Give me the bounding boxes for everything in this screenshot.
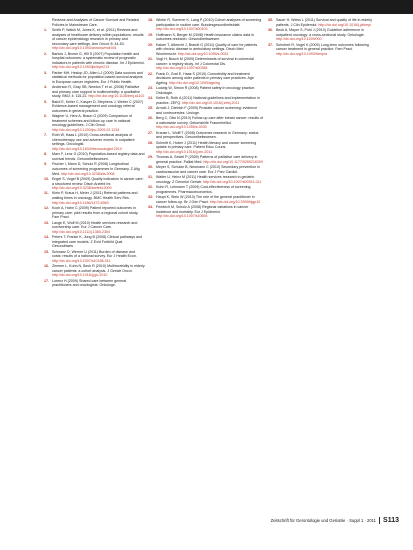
reference-text: Ludwig W, Simon R (2008) Patient safety in oncology practice. Onkologie. xyxy=(156,86,256,95)
reference-number: 29. xyxy=(148,155,153,160)
reference-entry xyxy=(148,43,264,57)
reference-text: Haupt K, Stein W (2010) The role of the general practitioner in cancer follow-up. Br J Gen Pract. xyxy=(156,195,255,204)
reference-text: Kaiser T, Albrecht J, Brandt G (2011) Quality of care for patients with chronic disease in ambulatory settings. Dtsch Med Wochenschr. xyxy=(156,42,258,56)
reference-text: Sauer H, Weiss L (2011) Survival and quality of life in elderly patients. J Clin Epidemiol. xyxy=(276,18,373,27)
reference-number: 31. xyxy=(148,175,153,180)
reference-text: Friedrich M, Scholz A (2008) Regional variations in cancer incidence and mortality. Eur J Epidemiol. xyxy=(156,205,249,214)
reference-text-block xyxy=(156,43,264,57)
reference-text: Keller B, Roth A (2011) National guidelines and implementation in practice. ZEFQ. xyxy=(156,96,260,105)
reference-number: 10. xyxy=(44,176,49,181)
reference-text-block xyxy=(156,106,264,115)
reference-entry xyxy=(148,175,264,184)
reference-entry xyxy=(44,221,145,235)
doi-link[interactable]: http://dx.doi.org/10.1007/s00384 xyxy=(156,66,208,71)
reference-number: 35. xyxy=(268,18,273,22)
reference-text: Beck A, Mayer S, Pohl J (2010) Guideline adherence in outpatient oncology: a cross-sectional study. Onkologie. xyxy=(276,27,365,37)
reference-text: Schwarz O, Werner U (2011) Burden of disease and costs: results of a national survey. Eur J Health Econ. xyxy=(52,249,137,259)
reference-number: 21. xyxy=(148,57,153,62)
reference-number: 28. xyxy=(148,140,153,145)
reference-text-block xyxy=(52,52,145,70)
reference-entry xyxy=(148,96,264,105)
reference-entry xyxy=(44,206,145,220)
reference-text-block xyxy=(276,43,378,57)
reference-text-block xyxy=(52,235,145,249)
doi-link[interactable]: http://dx.doi.org/10.3399/bjgp10 xyxy=(209,199,261,204)
reference-text-block xyxy=(156,131,264,140)
doi-link[interactable]: http://dx.doi.org/10.1093/annonc/mdr001 xyxy=(52,46,117,51)
reference-entry xyxy=(148,116,264,130)
doi-link[interactable]: http://dx.doi.org/10.1634/theoncologist.2010 xyxy=(52,147,122,151)
reference-number: 34. xyxy=(148,205,153,210)
reference-entry xyxy=(148,106,264,115)
reference-number: 26. xyxy=(148,116,153,121)
reference-number: 33. xyxy=(148,195,153,200)
reference-text-block xyxy=(156,96,264,105)
reference-text: Thomas A, Seidel P (2009) Patterns of palliative care delivery in general practice. Palliat Med. xyxy=(156,155,258,164)
doi-link[interactable]: http://dx.doi.org/10.1016/j.pec.2011 xyxy=(156,149,213,154)
reference-text-block xyxy=(276,18,378,27)
reference-number: 16. xyxy=(44,264,49,269)
reference-text-block xyxy=(156,165,264,174)
reference-entry xyxy=(148,185,264,194)
reference-entry xyxy=(148,155,264,164)
reference-number: 4. xyxy=(44,85,47,90)
reference-text-block xyxy=(52,152,145,161)
reference-entry xyxy=(268,28,378,42)
reference-text-block xyxy=(52,191,145,205)
reference-column-1 xyxy=(44,18,145,289)
reference-text-block xyxy=(52,71,145,85)
reference-number: 37. xyxy=(268,42,273,47)
reference-text-block xyxy=(52,114,145,132)
doi-link[interactable]: http://dx.doi.org/10.3238/zfa.2008 xyxy=(61,171,115,176)
reference-entry xyxy=(44,250,145,264)
doi-link[interactable]: http://dx.doi.org/10.1016/j.zefq.2011 xyxy=(182,100,240,105)
reference-entry xyxy=(44,191,145,205)
doi-link[interactable]: http://dx.doi.org/10.1016/j.jclinepi xyxy=(318,22,371,27)
reference-text-block xyxy=(52,85,145,99)
reference-entry xyxy=(148,18,264,32)
reference-text: Roth W, Haas L (2010) Cross-sectional analysis of chemotherapy use and adverse events in outpatient settings. Oncologist. xyxy=(52,133,135,147)
reference-text: Anderson R, Gray SB, Newton T et al. (2008) Palliative and primary care support in multimorbidity: a qualitative study. BMJ; 4: 115-22. xyxy=(52,85,141,99)
reference-entry xyxy=(44,279,145,288)
doi-link[interactable]: http://dx.doi.org/10.1093/ije/dym213 xyxy=(52,65,110,70)
reference-text-block xyxy=(52,279,145,288)
reference-number: 18. xyxy=(148,18,153,22)
reference-number: 24. xyxy=(148,96,153,101)
reference-entry xyxy=(148,205,264,219)
reference-text: Schmitt K, Huber J (2011) Health literacy and cancer screening uptake in primary care. Patient Educ Couns. xyxy=(156,140,257,150)
doi-link[interactable]: http://dx.doi.org/10.1007/s10198-011 xyxy=(52,258,111,263)
reference-text-block xyxy=(52,221,145,235)
reference-entry xyxy=(44,18,145,27)
reference-entry xyxy=(148,72,264,86)
reference-entry xyxy=(268,18,378,27)
reference-text: Hoffmann S, Berger M (2008) Health insurance claims data in outcomes research. Gesundheitswesen. xyxy=(156,32,255,42)
reference-number: 2. xyxy=(44,51,47,56)
reference-entry xyxy=(44,114,145,132)
doi-link[interactable]: http://dx.doi.org/10.1007/s00391-011 xyxy=(202,179,262,184)
reference-text: Frank D, Graf E, Haas S (2010) Comorbidity and treatment decisions among older patients in primary care practices. Age Ageing. xyxy=(156,71,254,85)
reference-number: 11. xyxy=(44,191,49,196)
reference-text: Schubert R, Vogel K (2009) Long-term outcomes following cancer treatment in general practice. Fam Pract. xyxy=(276,42,369,52)
reference-number: 3. xyxy=(44,70,47,75)
reference-entry xyxy=(148,33,264,42)
reference-entry xyxy=(148,86,264,95)
reference-number: 15. xyxy=(44,249,49,254)
reference-text-block xyxy=(156,195,264,204)
reference-number: 20. xyxy=(148,42,153,47)
reference-text-block xyxy=(52,100,145,114)
reference-entry xyxy=(44,71,145,85)
reference-text-block xyxy=(52,177,145,191)
reference-entry xyxy=(44,133,145,151)
reference-text: Smith P, Walsh M, Jones K, et al. (2011) Reviews and analyses of healthcare delivery within populations: results of cancer epidemiology research in primary and secondary care settings. Ann Oncol; 8: 44-53. xyxy=(52,27,144,46)
reference-number: 30. xyxy=(148,165,153,170)
doi-link[interactable]: http://dx.doi.org/10.3238/arztebl.2009 xyxy=(52,186,112,191)
reference-text-block xyxy=(156,86,264,95)
reference-text: Vogt H, Busch M (2009) Determinants of survival in colorectal cancer: a registry study. Int J Colorectal Dis. xyxy=(156,57,254,66)
reference-text: Arnold J, Dietrich F (2009) Prostate cancer screening: evidence and controversies. Urologe. xyxy=(156,106,258,115)
reference-text-block xyxy=(156,175,264,184)
reference-text-block xyxy=(156,116,264,130)
reference-number: 8. xyxy=(44,152,47,157)
doi-link[interactable]: http://dx.doi.org/10.1007/s00103 xyxy=(156,27,208,32)
doi-link[interactable]: http://dx.doi.org/10.1177/0269216309 xyxy=(203,159,263,164)
reference-text-block xyxy=(156,205,264,219)
doi-link[interactable]: http://dx.doi.org/10.1093/ageing xyxy=(169,80,220,85)
reference-number: 32. xyxy=(148,185,153,190)
doi-link[interactable]: http://dx.doi.org/10.1136/bmj.a1102 xyxy=(88,94,145,99)
reference-text: Berg C, Otto N (2010) Follow-up care after breast cancer: results of a nationwide survey. Geburtshilfe Frauenheilkd. xyxy=(156,116,264,125)
reference-entry xyxy=(148,141,264,155)
reference-text-block xyxy=(52,264,145,278)
reference-entry xyxy=(268,43,378,57)
reference-number: 9. xyxy=(44,162,47,167)
reference-entry xyxy=(44,177,145,191)
reference-entry xyxy=(148,195,264,204)
reference-number: 1. xyxy=(44,27,47,32)
reference-entry xyxy=(148,131,264,140)
reference-text: Klein P, Kraus H, Meier J (2011) Referral patterns and waiting times in oncology. BMC Health Serv Res. xyxy=(52,191,138,201)
reference-entry xyxy=(44,28,145,51)
reference-number: 7. xyxy=(44,133,47,138)
reference-text: Kuhn R, Lehmann T (2009) Cost-effectiveness of screening programmes. Pharmacoeconomics. xyxy=(156,185,251,194)
reference-entry xyxy=(148,165,264,174)
reference-number: 22. xyxy=(148,71,153,76)
doi-link[interactable]: http://dx.doi.org/10.1007/s10654 xyxy=(156,214,208,219)
reference-text-block xyxy=(156,18,264,32)
reference-text: Fischer I, Mann D, Schulz R (2008) Longitudinal outcomes of screening programmes in Germany. Z Allg Med. xyxy=(52,162,140,176)
journal-citation: Zeitschrift für Gerontologie und Geriatrie · Suppl 1 · 2011 xyxy=(270,518,377,523)
reference-number: 13. xyxy=(44,220,49,225)
reference-entry xyxy=(44,100,145,114)
reference-text-block xyxy=(52,28,145,51)
doi-link[interactable]: http://dx.doi.org/10.1055/s-0030 xyxy=(156,125,207,130)
reference-text: Engel S, Vogel B (2009) Quality indicators in cancer care: a structured review. Dtsch Arztebl Int. xyxy=(52,176,144,186)
reference-text-block xyxy=(52,162,145,176)
reference-text: Wagner U, Herz A, Braun G (2009) Comparison of treatment schemes and follow-up care in national oncology guidelines. J Clin Oncol. xyxy=(52,114,132,128)
reference-text: Koch A, Hahn C (2009) Patient reported outcomes in primary care: pilot results from a regional cohort study. Fam Pract. xyxy=(52,206,139,220)
reference-text: Lange E, Wolf M (2010) Health services research and survivorship care. Eur J Cancer Care. xyxy=(52,220,138,230)
reference-number: 23. xyxy=(148,86,153,91)
reference-text: Winter R, Sommer K, Lang P (2010) Cohort analyses of screening participation in routine care. Bundesgesundheitsblatt. xyxy=(156,18,262,27)
reference-text-block xyxy=(156,33,264,42)
reference-number: 5. xyxy=(44,99,47,104)
doi-link[interactable]: http://dx.doi.org/10.1186/1472-6963 xyxy=(52,200,109,205)
reference-number xyxy=(44,18,52,27)
reference-number: 36. xyxy=(268,27,273,32)
reference-column-3 xyxy=(268,18,378,57)
reference-text: Baird E, Keller C, Kasper D, Stephens J, Weber C (2007) Evidence-based management and oncology referral outcomes in general practice. xyxy=(52,99,144,113)
reference-entry xyxy=(44,235,145,249)
reference-entry xyxy=(44,85,145,99)
reference-text: Barlow J, Brown G, Hill S (2007) Population health and hospital outcomes: a systematic review of prognostic indicators in patients with chronic disease. Int J Epidemiol. xyxy=(52,51,145,65)
reference-text-block xyxy=(52,133,145,151)
reference-text-block xyxy=(156,141,264,155)
reference-text-block xyxy=(156,185,264,194)
reference-text: Walter U, Heinz M (2011) Health services research in geriatric oncology. Z Gerontol Geriatr. xyxy=(156,175,255,184)
reference-text-block xyxy=(276,28,378,42)
reference-number: 14. xyxy=(44,235,49,240)
page-footer xyxy=(271,517,399,524)
reference-text-block xyxy=(156,72,264,86)
reference-text: Parker MH, Heslop JD, Allen LJ (2009) Data sources and statistical methods for population-based survival analysis in European cancer registries. Eur J Public Health. xyxy=(52,70,143,84)
page-number: S113 xyxy=(379,517,399,524)
reference-text-block xyxy=(156,155,264,164)
reference-entry xyxy=(44,162,145,176)
reference-text-block xyxy=(156,57,264,71)
reference-text: Peters T, Franke K, Jung B (2008) Clinical pathways and integrated care models. Z Evid Fortbild Qual Gesundhwes. xyxy=(52,235,143,249)
reference-text-block xyxy=(52,18,145,27)
reference-text: Reviews and Analyses of Cancer Survival and Related Policies in Mainstream Care. xyxy=(52,18,139,27)
reference-entry xyxy=(44,52,145,70)
doi-link[interactable]: http://dx.doi.org/10.1111/j.1365-2354 xyxy=(52,229,110,234)
reference-text-block xyxy=(52,250,145,264)
reference-number: 17. xyxy=(44,278,49,283)
doi-link[interactable]: http://dx.doi.org/10.1200/jco.2009.22.1234 xyxy=(52,127,120,132)
reference-text: Krause L, Wolff T (2008) Outcomes research in Germany: status and perspectives. Gesundheitswesen. xyxy=(156,130,259,140)
reference-entry xyxy=(148,57,264,71)
reference-number: 12. xyxy=(44,206,49,211)
reference-text: Lorenz H (2009) Shared care between general practitioners and oncologists. Onkologe. xyxy=(52,278,127,288)
reference-text-block xyxy=(52,206,145,220)
reference-entry xyxy=(44,152,145,161)
reference-number: 19. xyxy=(148,32,153,37)
doi-link[interactable]: http://dx.doi.org/10.1159/000 xyxy=(276,37,322,42)
reference-number: 25. xyxy=(148,106,153,111)
reference-number: 6. xyxy=(44,114,47,119)
reference-entry xyxy=(44,264,145,278)
doi-link[interactable]: http://dx.doi.org/10.1055/s-0031 xyxy=(177,51,229,56)
reference-number: 27. xyxy=(148,130,153,135)
reference-text: Zimmer L, Kuhn N, Beck R (2010) Multimorbidity in elderly cancer patients: a cohort analysis. J Geriatr Oncol. xyxy=(52,264,145,273)
page-header-bar xyxy=(0,0,413,14)
reference-text: Marx F, Lenz G (2010) Population-based registry data and survival trends. Gesundheitswesen. xyxy=(52,152,145,161)
reference-text: Meyer S, Schulze B, Neumann C (2010) Secondary prevention in cardiovascular and cancer care. Eur J Prev Cardiol. xyxy=(156,165,260,174)
doi-link[interactable]: http://dx.doi.org/10.1093/fampra xyxy=(276,51,327,56)
doi-link[interactable]: http://dx.doi.org/10.1016/j.jgo.2010 xyxy=(52,273,108,278)
reference-column-2 xyxy=(148,18,264,220)
